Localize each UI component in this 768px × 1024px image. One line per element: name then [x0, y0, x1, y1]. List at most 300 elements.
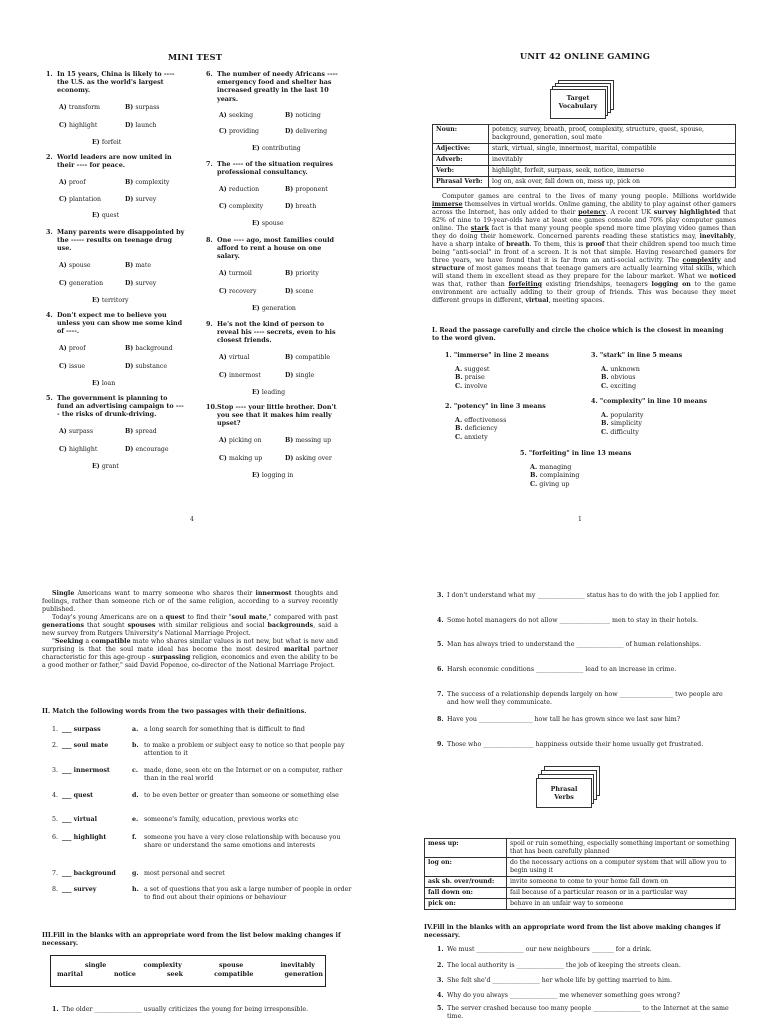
- option-letter: D): [125, 446, 136, 453]
- fill-text: Have you _________________ how tall he has grown since we last saw him?: [447, 716, 681, 723]
- fill-number: 8.: [437, 716, 444, 723]
- answer-option[interactable]: [59, 345, 86, 353]
- word-bank-row-2: [57, 971, 323, 979]
- option-text: generation: [69, 280, 104, 287]
- answer-option[interactable]: [59, 104, 100, 112]
- question-text: [46, 153, 216, 169]
- option-text: recovery: [229, 288, 257, 295]
- answer-option[interactable]: [92, 212, 119, 220]
- key-word: marital: [283, 645, 310, 653]
- meaning-option[interactable]: [601, 382, 741, 390]
- fill-number: 4.: [437, 617, 444, 624]
- answer-option[interactable]: [125, 345, 173, 353]
- fill-text: The success of a relationship depends largely on how _________________ two people are and how well they communicate.: [447, 691, 723, 707]
- question-text: [46, 311, 216, 336]
- phrasal-verb-row: [425, 839, 736, 858]
- answer-option[interactable]: [92, 139, 121, 147]
- meaning-option[interactable]: [455, 365, 595, 373]
- option-letter: C.: [455, 432, 463, 441]
- vocab-row: [433, 165, 736, 176]
- question-stem: He's not the kind of person to reveal his ---- secrets, even to his closest friends.: [217, 320, 336, 345]
- option-letter: D): [285, 203, 296, 210]
- match-row: [52, 792, 352, 800]
- option-text: complexity: [229, 203, 264, 210]
- option-letter: C): [219, 288, 230, 295]
- option-text: obvious: [608, 373, 636, 382]
- option-letter: A.: [455, 365, 463, 374]
- fill-item: [437, 946, 735, 954]
- key-word: immerse: [432, 200, 463, 208]
- vocab-category: Verb:: [433, 165, 489, 176]
- meaning-prompt: 5. "forfeiting" in line 13 means: [520, 449, 632, 457]
- answer-option[interactable]: [59, 446, 97, 454]
- question-number: 8.: [206, 236, 213, 244]
- meaning-option[interactable]: [455, 424, 595, 432]
- option-letter: E): [252, 389, 262, 396]
- fill-number: 3.: [437, 977, 444, 984]
- answer-option[interactable]: [252, 305, 296, 313]
- phrasal-verb-definition: fail because of a particular reason or in a particular way: [507, 887, 736, 898]
- answer-option[interactable]: [92, 380, 115, 388]
- option-letter: C): [59, 280, 70, 287]
- option-letter: D): [125, 363, 136, 370]
- answer-option[interactable]: [285, 354, 330, 362]
- option-letter: A): [59, 428, 69, 435]
- answer-option[interactable]: [59, 196, 101, 204]
- soul-mate-passage: [42, 590, 338, 670]
- definition-letter: f.: [132, 834, 137, 841]
- option-letter: B): [125, 262, 136, 269]
- answer-option[interactable]: [285, 288, 313, 296]
- option-letter: D): [125, 280, 136, 287]
- match-word[interactable]: ___ virtual: [62, 816, 97, 823]
- question-text: [206, 236, 376, 261]
- key-word: noticed: [709, 272, 736, 280]
- option-text: quest: [101, 212, 120, 219]
- answer-option[interactable]: [59, 179, 86, 187]
- option-letter: E): [252, 472, 262, 479]
- answer-option[interactable]: [285, 455, 332, 463]
- option-text: mate: [135, 262, 152, 269]
- fill-text: The older _______________ usually criticizes the young for being irresponsible.: [62, 1006, 309, 1013]
- phrasal-verb: ask sb. over/round:: [425, 876, 507, 887]
- match-row: [52, 886, 352, 902]
- match-word[interactable]: ___ background: [62, 870, 116, 877]
- key-word: Seeking: [54, 637, 84, 645]
- key-word: compatible: [91, 637, 131, 645]
- question-number: 4.: [46, 311, 53, 319]
- key-word: breath: [506, 240, 530, 248]
- question-2: [46, 153, 216, 219]
- option-text: seeking: [228, 112, 254, 119]
- answer-option[interactable]: [59, 280, 103, 288]
- option-letter: B.: [455, 424, 463, 433]
- question-6: [206, 70, 376, 152]
- answer-option[interactable]: [285, 203, 316, 211]
- option-letter: B.: [601, 419, 609, 428]
- vocab-words: inevitably: [489, 154, 736, 165]
- match-number: 4.: [52, 792, 59, 799]
- option-letter: A.: [601, 365, 609, 374]
- meaning-option[interactable]: [601, 419, 741, 427]
- fill-text: Harsh economic conditions _______________ lead to an increase in crime.: [447, 666, 677, 673]
- key-word: backgrounds: [267, 621, 314, 629]
- answer-option[interactable]: [125, 179, 169, 187]
- answer-option[interactable]: [285, 372, 314, 380]
- option-letter: A): [219, 112, 229, 119]
- match-word[interactable]: ___ survey: [62, 886, 97, 893]
- option-letter: B): [285, 354, 296, 361]
- key-word: stark: [470, 224, 489, 232]
- fill-number: 3.: [437, 592, 444, 599]
- word-bank-item: generation: [284, 971, 323, 978]
- definition-text: a set of questions that you ask a large number of people in order to find out about their opinions or behaviour: [144, 886, 352, 902]
- option-text: plantation: [69, 196, 101, 203]
- option-letter: A.: [530, 463, 538, 472]
- vocab-category: Adjective:: [433, 143, 489, 154]
- option-text: territory: [101, 297, 129, 304]
- match-word[interactable]: ___ quest: [62, 792, 94, 799]
- fill-text: Man has always tried to understand the _______________ of human relationships.: [447, 641, 702, 648]
- key-word: virtual: [525, 296, 549, 304]
- definition-letter: c.: [132, 767, 139, 774]
- option-text: survey: [135, 196, 157, 203]
- word-bank-item: spouse: [218, 962, 244, 969]
- fill-number: 4.: [437, 992, 444, 999]
- answer-option[interactable]: [219, 112, 253, 120]
- vocab-words: stark, virtual, single, innermost, marital, compatible: [489, 143, 736, 154]
- option-letter: E): [92, 297, 102, 304]
- meaning-question-2: [445, 402, 595, 441]
- option-text: exciting: [608, 381, 637, 390]
- answer-option[interactable]: [59, 363, 85, 371]
- meaning-option[interactable]: [530, 480, 670, 488]
- option-letter: E): [252, 220, 262, 227]
- option-text: generation: [261, 305, 296, 312]
- section-iv-instruction: IV.Fill in the blanks with an appropriate word from the list above making changes if necessary.: [424, 924, 721, 940]
- option-letter: C): [59, 196, 70, 203]
- definition-letter: a.: [132, 726, 139, 733]
- option-letter: C): [219, 372, 230, 379]
- match-number: 2.: [52, 742, 59, 749]
- answer-option[interactable]: [252, 145, 301, 153]
- meaning-option[interactable]: [455, 373, 595, 381]
- answer-option[interactable]: [125, 428, 157, 436]
- option-text: surpass: [68, 428, 94, 435]
- key-word: generations: [42, 621, 85, 629]
- answer-option[interactable]: [125, 280, 156, 288]
- key-word: survey highlighted: [653, 208, 721, 216]
- option-text: spouse: [68, 262, 91, 269]
- option-letter: E): [252, 305, 262, 312]
- phrasal-verb: pick on:: [425, 898, 507, 909]
- answer-option[interactable]: [219, 186, 259, 194]
- meaning-option[interactable]: [601, 428, 741, 436]
- option-text: survey: [135, 280, 157, 287]
- option-text: innermost: [229, 372, 261, 379]
- answer-option[interactable]: [252, 472, 293, 480]
- question-text: [46, 228, 216, 253]
- meaning-prompt: 1. "immerse" in line 2 means: [445, 351, 549, 359]
- vocabulary-table: [432, 124, 736, 188]
- vocab-category: Noun:: [433, 125, 489, 144]
- question-stem: World leaders are now united in their ---- for peace.: [57, 153, 172, 170]
- meaning-question-5: [520, 449, 670, 488]
- target-vocabulary-label: Target Vocabulary: [558, 95, 598, 110]
- answer-option[interactable]: [285, 186, 328, 194]
- option-letter: B): [125, 104, 136, 111]
- key-word: quest: [165, 613, 186, 621]
- question-3: [46, 228, 216, 304]
- question-9: [206, 320, 376, 396]
- fill-item: [437, 716, 735, 724]
- question-7: [206, 160, 376, 227]
- phrasal-verb: mess up:: [425, 839, 507, 858]
- match-word[interactable]: ___ innermost: [62, 767, 110, 774]
- answer-option[interactable]: [285, 112, 321, 120]
- option-text: grant: [101, 463, 119, 470]
- fill-number: 2.: [437, 962, 444, 969]
- meaning-prompt: 3. "stark" in line 5 means: [591, 351, 683, 359]
- question-number: 10.: [206, 403, 218, 411]
- word-bank-item: marital: [57, 971, 83, 978]
- option-text: single: [295, 372, 315, 379]
- vocab-row: [433, 125, 736, 144]
- phrasal-verb-row: [425, 857, 736, 876]
- question-stem: The number of needy Africans ---- emergency food and shelter has increased greatly in the last 10 years.: [217, 70, 338, 103]
- fill-item: [437, 977, 735, 985]
- option-letter: B): [125, 345, 136, 352]
- option-letter: A): [59, 345, 69, 352]
- fill-number: 7.: [437, 691, 444, 698]
- option-text: effectiveness: [462, 416, 507, 425]
- option-text: highlight: [69, 122, 98, 129]
- option-text: background: [135, 345, 173, 352]
- page-number: 1: [578, 516, 582, 523]
- option-text: logging in: [261, 472, 294, 479]
- page-number: 4: [190, 516, 194, 523]
- match-number: 1.: [52, 726, 59, 733]
- answer-option[interactable]: [285, 437, 331, 445]
- answer-option[interactable]: [92, 297, 129, 305]
- match-word[interactable]: ___ highlight: [62, 834, 107, 841]
- option-text: encourage: [135, 446, 169, 453]
- option-letter: B.: [455, 373, 463, 382]
- phrasal-verb-definition: invite someone to come to your home fall down on: [507, 876, 736, 887]
- option-letter: C.: [530, 479, 538, 488]
- option-letter: A): [219, 354, 229, 361]
- phrasal-verbs-badge: [536, 766, 600, 810]
- answer-option[interactable]: [125, 363, 167, 371]
- answer-option[interactable]: [219, 372, 261, 380]
- fill-item: [437, 641, 735, 649]
- phrasal-verb: fall down on:: [425, 887, 507, 898]
- option-text: surpass: [135, 104, 160, 111]
- option-text: deficiency: [462, 424, 498, 433]
- option-text: launch: [135, 122, 157, 129]
- meaning-question-4: [591, 397, 741, 436]
- answer-option[interactable]: [219, 437, 262, 445]
- meaning-prompt: 4. "complexity" in line 10 means: [591, 397, 707, 405]
- option-text: popularity: [608, 411, 644, 420]
- option-text: involve: [462, 381, 488, 390]
- option-letter: C): [219, 128, 230, 135]
- fill-number: 1.: [437, 946, 444, 953]
- option-letter: C): [59, 363, 70, 370]
- answer-option[interactable]: [92, 463, 119, 471]
- meaning-option[interactable]: [530, 471, 670, 479]
- option-letter: E): [92, 139, 102, 146]
- match-number: 5.: [52, 816, 59, 823]
- question-10: [206, 403, 376, 479]
- meaning-option[interactable]: [455, 416, 595, 424]
- word-bank: [50, 955, 326, 987]
- option-text: picking on: [228, 437, 262, 444]
- option-letter: A): [59, 262, 69, 269]
- option-text: noticing: [295, 112, 321, 119]
- answer-option[interactable]: [219, 288, 256, 296]
- answer-option[interactable]: [219, 203, 263, 211]
- option-text: asking over: [295, 455, 332, 462]
- option-text: proof: [68, 345, 86, 352]
- fill-text: Why do you always _______________ me whenever something goes wrong?: [447, 992, 681, 999]
- answer-option[interactable]: [125, 122, 157, 130]
- option-text: reduction: [228, 186, 260, 193]
- answer-option[interactable]: [219, 270, 252, 278]
- match-word[interactable]: ___ soul mate: [62, 742, 109, 749]
- option-text: transform: [68, 104, 101, 111]
- fill-number: 5.: [437, 1005, 444, 1012]
- key-word: logging on: [651, 280, 691, 288]
- answer-option[interactable]: [219, 455, 262, 463]
- option-text: contributing: [261, 145, 301, 152]
- vocab-category: Adverb:: [433, 154, 489, 165]
- unit-title: UNIT 42 ONLINE GAMING: [519, 51, 651, 61]
- key-word: complexity: [682, 256, 721, 264]
- answer-option[interactable]: [285, 128, 327, 136]
- option-letter: A): [219, 437, 229, 444]
- answer-option[interactable]: [125, 446, 169, 454]
- answer-option[interactable]: [125, 104, 159, 112]
- meaning-option[interactable]: [455, 433, 595, 441]
- option-letter: C.: [601, 427, 609, 436]
- question-text: [206, 70, 376, 103]
- word-bank-item: inevitably: [280, 962, 315, 969]
- option-text: delivering: [295, 128, 328, 135]
- meaning-options: [591, 411, 741, 436]
- section-iii-instruction: III.Fill in the blanks with an appropriate word from the list below making changes if necessary.: [42, 932, 341, 948]
- option-letter: E): [92, 212, 102, 219]
- meaning-options: [520, 463, 670, 488]
- option-text: issue: [69, 363, 85, 370]
- option-letter: B): [285, 112, 296, 119]
- meaning-options: [591, 365, 741, 390]
- option-letter: D): [285, 372, 296, 379]
- word-bank-item: seek: [167, 971, 183, 978]
- question-text: [206, 160, 376, 176]
- option-text: loan: [101, 380, 116, 387]
- option-letter: E): [252, 145, 262, 152]
- meaning-options: [445, 416, 595, 441]
- key-word: spouses: [127, 621, 156, 629]
- word-bank-row-1: [85, 962, 315, 970]
- definition-text: to be even better or greater than someone or something else: [144, 792, 339, 799]
- question-stem: The government is planning to fund an advertising campaign to ---- the risks of drunk-driving.: [57, 394, 184, 419]
- option-text: highlight: [69, 446, 98, 453]
- option-text: forfeit: [101, 139, 122, 146]
- answer-option[interactable]: [59, 122, 97, 130]
- answer-option[interactable]: [59, 428, 93, 436]
- answer-option[interactable]: [252, 389, 285, 397]
- fill-number: 6.: [437, 666, 444, 673]
- key-word: potency: [578, 208, 606, 216]
- vocab-row: [433, 143, 736, 154]
- word-bank-item: complexity: [143, 962, 182, 969]
- match-number: 8.: [52, 886, 59, 893]
- option-text: proponent: [295, 186, 328, 193]
- answer-option[interactable]: [125, 196, 156, 204]
- option-text: breath: [295, 203, 317, 210]
- key-word: Single: [52, 590, 75, 597]
- option-letter: B): [285, 270, 296, 277]
- phrasal-verb-row: [425, 898, 736, 909]
- option-text: turmoil: [228, 270, 252, 277]
- word-bank-item: compatible: [214, 971, 254, 978]
- meaning-option[interactable]: [601, 411, 741, 419]
- option-letter: A): [219, 186, 229, 193]
- option-text: praise: [462, 373, 485, 382]
- option-text: difficulty: [608, 427, 639, 436]
- meaning-option[interactable]: [455, 382, 595, 390]
- question-4: [46, 311, 216, 387]
- answer-option[interactable]: [59, 262, 91, 270]
- meaning-option[interactable]: [530, 463, 670, 471]
- answer-option[interactable]: [285, 270, 319, 278]
- option-text: spouse: [261, 220, 284, 227]
- question-text: [46, 70, 216, 95]
- meaning-option[interactable]: [601, 365, 741, 373]
- question-number: 5.: [46, 394, 53, 402]
- fill-item: [52, 1006, 312, 1014]
- question-number: 9.: [206, 320, 213, 328]
- option-letter: C): [219, 455, 230, 462]
- option-letter: D): [285, 128, 296, 135]
- mini-test-title: MINI TEST: [167, 52, 223, 62]
- meaning-options: [445, 365, 595, 390]
- answer-option[interactable]: [219, 128, 259, 136]
- answer-option[interactable]: [252, 220, 284, 228]
- vocab-row: [433, 154, 736, 165]
- answer-option[interactable]: [125, 262, 151, 270]
- option-letter: C.: [601, 381, 609, 390]
- option-letter: E): [92, 463, 102, 470]
- match-word[interactable]: ___ surpass: [62, 726, 101, 733]
- answer-option[interactable]: [219, 354, 249, 362]
- question-1: [46, 70, 216, 146]
- option-letter: B.: [530, 471, 538, 480]
- option-text: virtual: [228, 354, 250, 361]
- word-bank-item: notice: [113, 971, 136, 978]
- meaning-question-3: [591, 351, 741, 390]
- option-letter: C): [59, 446, 70, 453]
- option-letter: B.: [601, 373, 609, 382]
- meaning-option[interactable]: [601, 373, 741, 381]
- definition-letter: g.: [132, 870, 139, 877]
- key-word: structure: [432, 264, 465, 272]
- option-text: suggest: [462, 365, 490, 374]
- option-text: simplicity: [608, 419, 643, 428]
- option-text: spread: [135, 428, 157, 435]
